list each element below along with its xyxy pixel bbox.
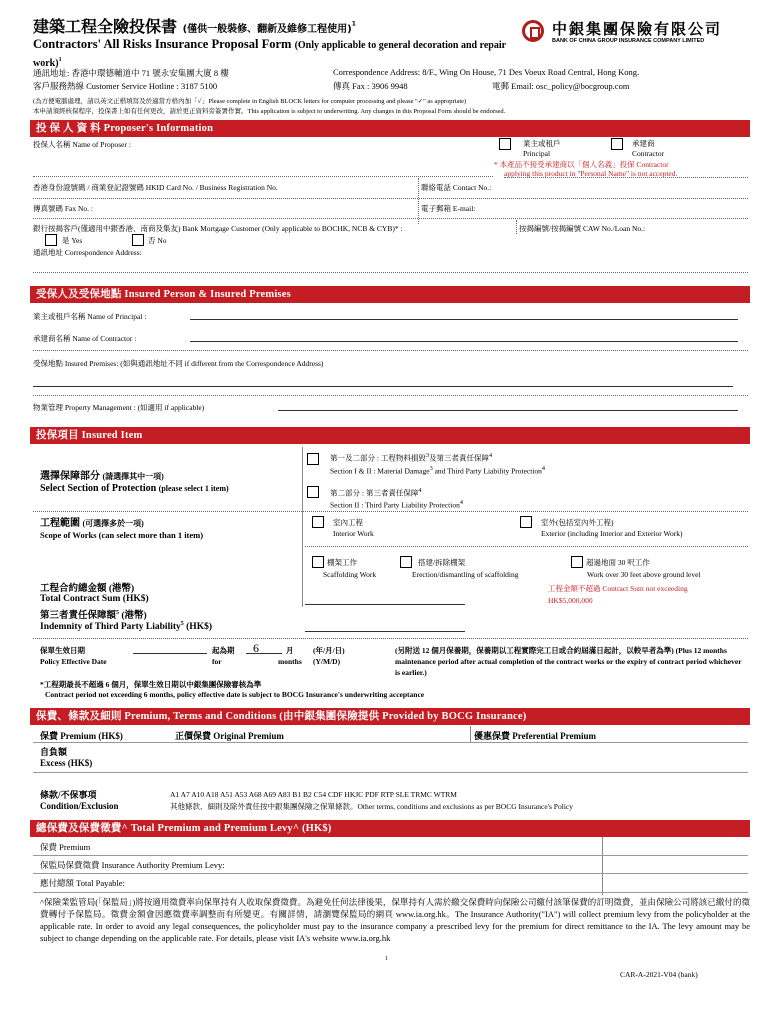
- proposer-name-line[interactable]: [33, 176, 493, 177]
- divider: [504, 177, 748, 178]
- email: 電郵 Email: osc_policy@bocgroup.com: [492, 81, 630, 91]
- divider: [33, 350, 748, 351]
- divider: [602, 837, 603, 895]
- bank-no-checkbox[interactable]: [132, 234, 144, 246]
- principal-name-field[interactable]: [190, 319, 738, 320]
- fax-label: 傳真號碼 Fax No. :: [33, 204, 93, 213]
- premises-field[interactable]: [33, 386, 733, 387]
- contractor-warning-2: applying this product in "Personal Name" is not accepted.: [504, 169, 678, 178]
- total-premium-label: 保費 Premium: [40, 842, 91, 852]
- select-section-en: Select Section of Protection (please select 1 item): [40, 483, 229, 494]
- divider: [33, 855, 748, 856]
- scaffolding-en: Scaffolding Work: [323, 570, 377, 579]
- form-code: CAR-A-2021-V04 (bank): [620, 970, 698, 979]
- ia-levy-notice: ^保險業監管局(「保監局」)將按適用徵費率向保單持有人收取保費徵費。為避免任何法律後果，保單持有人需於繳交保費時向保險公司繳付該筆保費的訂明徵費，並由保險公司將該已繳付的徵費轉付予保監局。徵費金額會因應徵費率調整而有所變更。有關詳情，請瀏覽保監局的網頁 www.ia.org.hk。The Insurance Authority("IA") will collect premium levy from the policyholder at the applicable rate. In order to avoid any legal consequences, the policyholder must pay to the insurance company a prescribed levy for the premium for direct remittance to the IA. The levy amount may be subject to change depending on the applicable rate. For details, please visit IA's website www.ia.org.hk: [40, 897, 750, 943]
- months-underline: [246, 653, 282, 654]
- hkid-label: 香港身份證號碼 / 商業登記證號碼 HKID Card No. / Business Registration No.: [33, 183, 278, 192]
- condition-codes: A1 A7 A10 A18 A51 A53 A68 A69 A83 B1 B2 C54 CDF HKJC PDF RTP SLE TRMC WTRM: [170, 790, 457, 799]
- correspondence-field[interactable]: [33, 272, 748, 273]
- months-en: months: [278, 657, 302, 666]
- principal-label-en: Principal: [523, 149, 551, 158]
- premises-label: 受保地點 Insured Premises: (如與通訊地址不同 if different from the Correspondence Address): [33, 359, 324, 368]
- divider: [305, 546, 748, 547]
- section-2-en: Section II : Third Party Liability Protection$^4$: [330, 499, 463, 510]
- excess-en: Excess (HK$): [40, 758, 93, 768]
- contract-sum-field[interactable]: [305, 604, 465, 605]
- fax-field[interactable]: [33, 218, 748, 219]
- section-1-2-zh: 第一及二部分 : 工程物料損毀$^3$及第三者責任保障$^4$: [330, 452, 493, 463]
- section-bar-insured: 受保人及受保地點 Insured Person & Insured Premises: [30, 286, 750, 303]
- section-1-2-en: Section I & II : Material Damage$^3$ and Third Party Liability Protection$^4$: [330, 465, 546, 476]
- divider: [33, 772, 748, 773]
- months-value: 6: [253, 641, 259, 655]
- excess-zh: 自負額: [40, 747, 68, 757]
- bank-no-label: 否 No: [148, 236, 167, 245]
- section-1-2-checkbox[interactable]: [307, 453, 319, 465]
- divider: [302, 447, 303, 607]
- contractor-checkbox[interactable]: [611, 138, 623, 150]
- bank-mortgage-label: 銀行按揭客戶(僅適用中銀香港、南商及集友) Bank Mortgage Customer (Only applicable to BOCHK, NCB & CYB)* :: [33, 224, 403, 233]
- erection-en: Erection/dismantling of scaffolding: [412, 570, 519, 579]
- indemnity-zh: 第三者責任保障額$^5$ (港幣): [40, 609, 147, 621]
- for-zh: 起為期: [212, 646, 235, 655]
- address-zh: 通訊地址: 香港中環德輔道中 71 號永安集團大廈 8 樓: [33, 68, 229, 78]
- divider: [33, 873, 748, 874]
- indemnity-field[interactable]: [305, 631, 465, 632]
- note-underwriting: 本申請須經核保程序，投保書上如有任何更改，請於更正資料旁簽署作實。This application is subject to underwriting. Any changes in this Proposal Form should be endorsed.: [33, 108, 506, 115]
- divider: [516, 220, 517, 234]
- over30-en: Work over 30 feet above ground level: [587, 570, 701, 579]
- over30-zh: 超過地面 30 呎工作: [586, 558, 650, 567]
- erection-checkbox[interactable]: [400, 556, 412, 568]
- section-bar-insured-item: 投保項目 Insured Item: [30, 427, 750, 444]
- scope-zh: 工程範圍 (可選擇多於一項): [40, 518, 144, 529]
- preferential-premium-label: 優惠保費 Preferential Premium: [474, 731, 596, 741]
- principal-checkbox[interactable]: [499, 138, 511, 150]
- interior-checkbox[interactable]: [312, 516, 324, 528]
- contact-label: 聯絡電話 Contact No.:: [421, 183, 492, 192]
- bank-yes-label: 是 Yes: [62, 236, 83, 245]
- exterior-checkbox[interactable]: [520, 516, 532, 528]
- hkid-field[interactable]: [33, 198, 748, 199]
- scope-en: Scope of Works (can select more than 1 item): [40, 530, 204, 540]
- ymd-en: (Y/M/D): [313, 657, 341, 666]
- fax: 傳真 Fax : 3906 9948: [333, 81, 408, 91]
- interior-zh: 室內工程: [333, 518, 363, 527]
- scaffolding-zh: 棚架工作: [327, 558, 357, 567]
- condition-zh: 條款/不保事項: [40, 790, 97, 800]
- select-section-zh: 選擇保障部分 (請選擇其中一項): [40, 471, 164, 482]
- section-bar-premium: 保費、條款及細則 Premium, Terms and Conditions (由中銀集團保險提供 Provided by BOCG Insurance): [30, 708, 750, 725]
- over30-checkbox[interactable]: [571, 556, 583, 568]
- divider: [33, 892, 748, 893]
- section-bar-total: 總保費及保費徵費^ Total Premium and Premium Levy^ (HK$): [30, 820, 750, 837]
- exterior-zh: 室外(包括室內外工程): [541, 518, 614, 527]
- contract-sum-en: Total Contract Sum (HK$): [40, 594, 149, 604]
- divider: [33, 638, 748, 639]
- contractor-warning: * 本產品不接受承建商以「個人名義」投保 Contractor: [494, 160, 669, 169]
- property-management-label: 物業管理 Property Management : (如適用 if applicable): [33, 403, 205, 412]
- months-zh: 月: [286, 646, 294, 655]
- contract-limit-en: Contract period not exceeding 6 months, policy effective date is subject to BOCG Insurance's underwriting acceptance: [45, 690, 425, 699]
- for-en: for: [212, 657, 222, 666]
- condition-note: 其他條款、細則及除外責任按中銀集團保險之保單條款。Other terms, conditions and exclusions as per BOCG Insurance's Policy: [170, 802, 573, 811]
- address-en: Correspondence Address: 8/F., Wing On House, 71 Des Voeux Road Central, Hong Kong.: [333, 67, 640, 77]
- title-en: Contractors' All Risks Insurance Proposal Form (Only applicable to general decoration and repair work)$^1$: [33, 37, 506, 70]
- divider: [470, 726, 471, 742]
- original-premium-label: 正價保費 Original Premium: [175, 731, 284, 741]
- section-2-zh: 第二部分 : 第三者責任保障$^4$: [330, 487, 422, 498]
- correspondence-label: 通訊地址 Correspondence Address:: [33, 248, 142, 257]
- contractor-label-zh: 承建商: [632, 139, 655, 148]
- property-management-field[interactable]: [278, 410, 738, 411]
- contractor-name-field[interactable]: [190, 341, 738, 342]
- ymd-zh: (年/月/日): [313, 646, 345, 655]
- boc-logo-icon: [522, 20, 544, 42]
- interior-en: Interior Work: [333, 529, 374, 538]
- principal-name-label: 業主或租戶名稱 Name of Principal :: [33, 312, 147, 321]
- page-number: 1: [385, 956, 388, 962]
- note-block-letters: (為方便電腦處理，請以英文正楷填寫及於適當方格內加「✓」Please complete in English BLOCK letters for computer processing and please "✓" as appropriate): [33, 98, 467, 105]
- hotline: 客戶服務熱線 Customer Service Hotline : 3187 5100: [33, 81, 218, 91]
- email-label: 電子郵箱 E-mail:: [421, 204, 476, 213]
- contract-sum-limit: HK$5,000,000: [548, 596, 593, 605]
- contract-sum-zh: 工程合約總金額 (港幣): [40, 584, 135, 594]
- divider: [33, 511, 748, 512]
- contract-limit-zh: *工程期最長不超過 6 個月，保單生效日期以中銀集團保險審核為準: [40, 680, 262, 689]
- title-zh: 建築工程全險投保書 (僅供一般裝修、翻新及維修工程使用)$^1$: [33, 17, 356, 36]
- premium-label: 保費 Premium (HK$): [40, 731, 123, 741]
- indemnity-en: Indemnity of Third Party Liability$^5$ (HK$): [40, 621, 212, 633]
- levy-label: 保監局保費徵費 Insurance Authority Premium Levy:: [40, 860, 225, 870]
- contract-sum-note: 工程金額不超過 Contract Sum not exceeding: [548, 584, 688, 593]
- condition-en: Condition/Exclusion: [40, 801, 119, 811]
- total-payable-label: 應付總額 Total Payable:: [40, 878, 125, 888]
- principal-label-zh: 業主或租戶: [523, 139, 561, 148]
- effective-date-zh: 保單生效日期: [40, 646, 85, 655]
- section-bar-proposer: 投 保 人 資 料 Proposer's Information: [30, 120, 750, 137]
- effective-date-field[interactable]: [133, 653, 207, 654]
- divider: [33, 395, 748, 396]
- effective-date-en: Policy Effective Date: [40, 657, 107, 666]
- section-2-checkbox[interactable]: [307, 486, 319, 498]
- contractor-label-en: Contractor: [632, 149, 665, 158]
- erection-zh: 搭建/拆除棚架: [418, 558, 466, 567]
- contractor-name-label: 承建商名稱 Name of Contractor :: [33, 334, 137, 343]
- maintenance-note: (另附送 12 個月保養期，保養期以工程實際完工日或合約屆滿日起計，以較早者為準) (Plus 12 months maintenance period after actual completion of the contract works or the expiry of contract period whichever is earlier.): [395, 646, 742, 677]
- divider: [33, 742, 748, 743]
- proposer-name-label: 投保人名稱 Name of Proposer :: [33, 140, 131, 149]
- bank-yes-checkbox[interactable]: [45, 234, 57, 246]
- exterior-en: Exterior (including Interior and Exterior Work): [541, 529, 683, 538]
- loan-label: 按揭編號/按揭編號 CAW No./Loan No.:: [519, 224, 646, 233]
- scaffolding-checkbox[interactable]: [312, 556, 324, 568]
- company-logo: 中銀集團保險有限公司 BANK OF CHINA GROUP INSURANCE COMPANY LIMITED: [522, 20, 758, 50]
